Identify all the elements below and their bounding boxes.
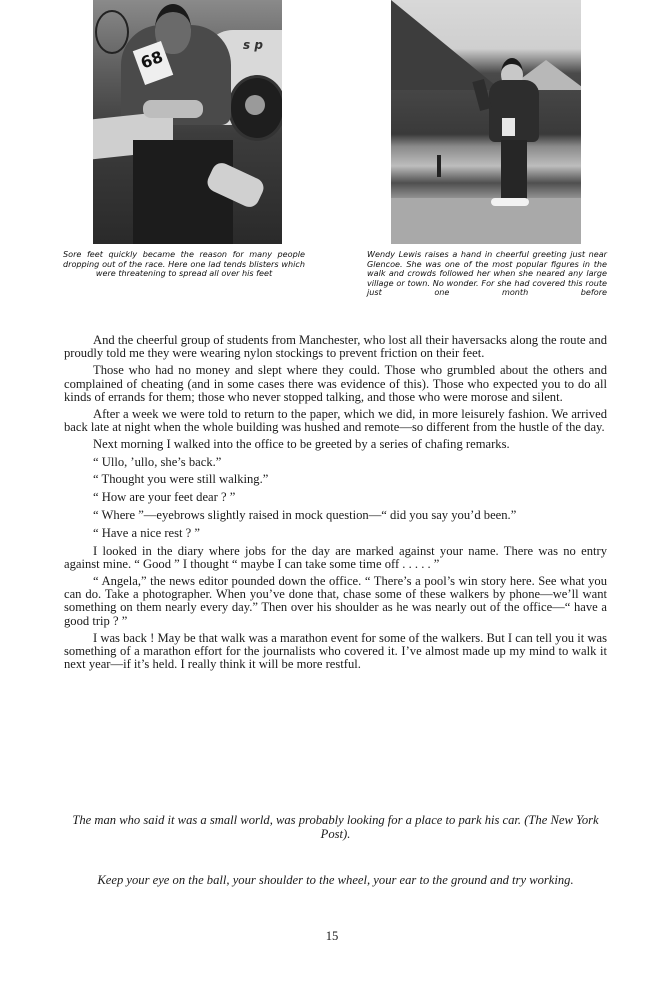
article-body	[64, 334, 607, 675]
runner-hands	[143, 100, 203, 118]
paragraph: After a week we were told to return to the paper, which we did, in more leisurely fashion. We arrived back late at night when the whole building was hushed and remote—so different from the hustle of the day.	[64, 407, 607, 435]
paragraph: “ Angela,” the news editor pounded down the office. “ There’s a pool’s win story here. See what you can do. Take a photographer. When you’ve done that, chase some of these walkers by phone—we’ll want something on them nearly every day.” Then over his shoulder as he was nearly out of the office—“ have a good trip ? ”	[64, 574, 607, 628]
epigram-small-world: The man who said it was a small world, was probably looking for a place to park his car. (The New York Post).	[72, 813, 599, 841]
quote-line: “ Where ”—eyebrows slightly raised in mock question—“ did you say you’d been.”	[93, 508, 517, 523]
road	[391, 198, 581, 244]
quote-line: “ Thought you were still walking.”	[93, 472, 269, 487]
paragraph: I looked in the diary where jobs for the day are marked against your name. There was no entry against mine. “ Good ” I thought “ maybe I can take some time off . . . . . ”	[64, 543, 607, 571]
quote-line: “ How are your feet dear ? ”	[93, 490, 236, 505]
photo-wendy-lewis-glencoe	[391, 0, 581, 244]
quote-line: “ Ullo, ’ullo, she’s back.”	[93, 454, 222, 469]
photo-caption-right: Wendy Lewis raises a hand in cheerful greeting just near Glencoe. She was one of the most popular figures in the walk and crowds followed her when she neared any large village or town. No wonder. For she had covered this route just one month before	[367, 249, 607, 298]
mountain-peak	[391, 0, 501, 90]
paragraph: I was back ! May be that walk was a marathon event for some of the walkers. But I can tell you it was something of a marathon effort for the journalists who covered it. I’ve almost made up my mind to walk it next year—if it’s held. I really think it will be more restful.	[64, 630, 607, 672]
page-number: 15	[325, 929, 339, 943]
car-lettering: s p	[243, 38, 263, 52]
car-hubcap	[245, 95, 265, 115]
epigram-keep-your-eye: Keep your eye on the ball, your shoulder to the wheel, your ear to the ground and try working.	[97, 873, 574, 887]
paragraph: And the cheerful group of students from Manchester, who lost all their haversacks along the route and proudly told me they were wearing nylon stockings to prevent friction on their feet.	[64, 333, 607, 361]
walker-legs	[501, 140, 527, 202]
bib-number: 68	[138, 46, 166, 73]
fence-post	[437, 155, 441, 177]
paragraph: Next morning I walked into the office to be greeted by a series of chafing remarks.	[93, 437, 510, 452]
paragraph: Those who had no money and slept where they could. Those who grumbled about the others and complained of cheating (and in some cases there was evidence of this). Those who expected you to do all kinds of errands for them; those who never stopped talking, and those who were morose and silent.	[64, 363, 607, 404]
photo-blistered-runner	[93, 0, 282, 244]
walker-bib	[502, 118, 515, 136]
walker-shoes	[491, 198, 529, 206]
quote-line: “ Have a nice rest ? ”	[93, 525, 200, 540]
photo-caption-left: Sore feet quickly became the reason for many people dropping out of the race. Here one lad tends blisters which were threatening to spread all over his feet	[63, 249, 305, 279]
